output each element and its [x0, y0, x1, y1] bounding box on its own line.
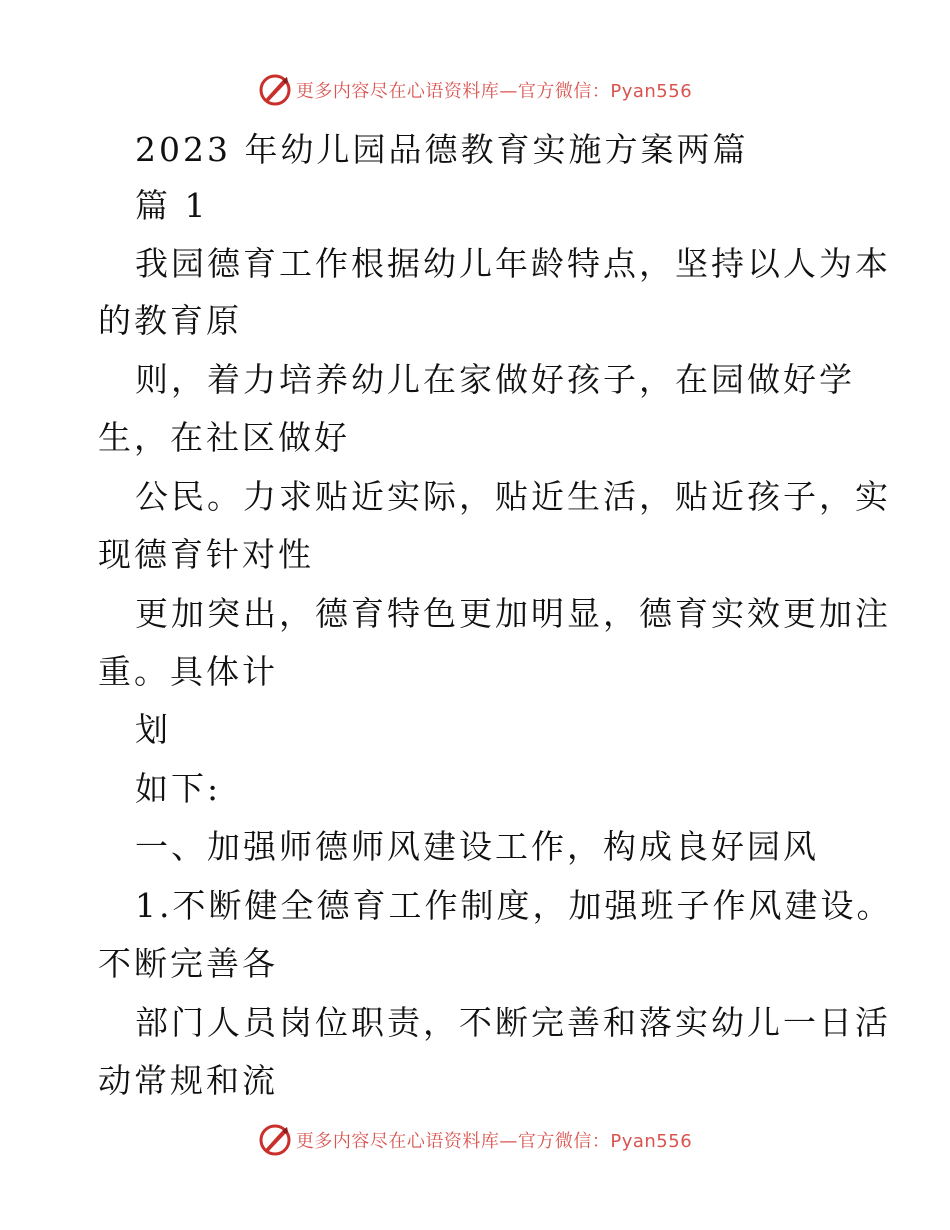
section-heading: 篇 1 [135, 186, 209, 225]
paragraph-line: 我园德育工作根据幼儿年龄特点，坚持以人为本 [135, 244, 891, 283]
paragraph-line: 生，在社区做好 [98, 418, 350, 457]
watermark-text: 更多内容尽在心语资料库—官方微信：Pyan556 [295, 1131, 693, 1152]
quill-pen-logo-icon [258, 73, 292, 107]
paragraph-line: 动常规和流 [98, 1061, 278, 1100]
document-title: 2023 年幼儿园品德教育实施方案两篇 [135, 130, 749, 169]
paragraph-line: 不断完善各 [98, 944, 278, 983]
footer-watermark [0, 1120, 950, 1160]
paragraph-line: 1.不断健全德育工作制度，加强班子作风建设。 [135, 886, 893, 925]
watermark-text: 更多内容尽在心语资料库—官方微信：Pyan556 [295, 81, 693, 102]
paragraph-line: 部门人员岗位职责，不断完善和落实幼儿一日活 [135, 1003, 891, 1042]
paragraph-line: 公民。力求贴近实际，贴近生活，贴近孩子，实 [135, 477, 891, 516]
list-heading: 一、加强师德师风建设工作，构成良好园风 [135, 827, 819, 866]
paragraph-line: 重。具体计 [98, 652, 278, 691]
quill-pen-logo-icon [258, 1123, 292, 1157]
paragraph-line: 则，着力培养幼儿在家做好孩子，在园做好学 [135, 360, 855, 399]
paragraph-line: 的教育原 [98, 301, 242, 340]
header-watermark [0, 70, 950, 110]
paragraph-line: 现德育针对性 [98, 535, 314, 574]
paragraph-line: 如下: [135, 769, 222, 808]
paragraph-line: 划 [135, 710, 171, 749]
paragraph-line: 更加突出，德育特色更加明显，德育实效更加注 [135, 594, 891, 633]
